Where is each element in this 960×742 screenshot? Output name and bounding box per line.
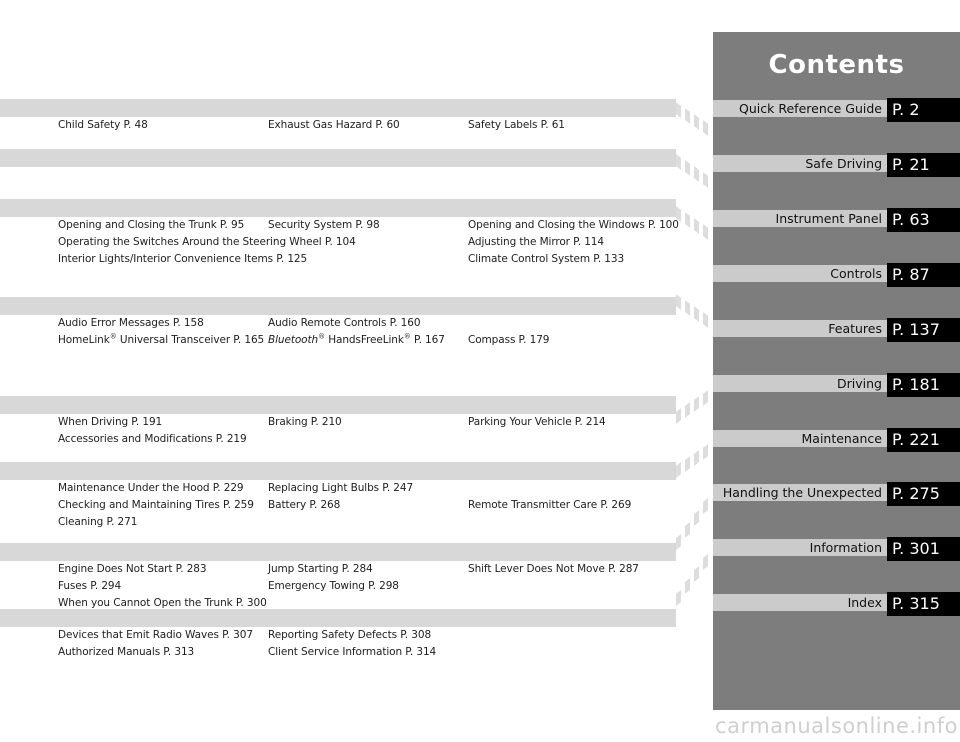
- section-page: P. 301: [887, 537, 960, 561]
- tab-tick: [703, 120, 708, 136]
- entry-link[interactable]: Parking Your Vehicle P. 214: [468, 416, 606, 428]
- tab-tick: [676, 102, 681, 118]
- driving-col2: [268, 414, 342, 431]
- tab-tick: [685, 212, 690, 228]
- entry-link[interactable]: Replacing Light Bulbs P. 247: [268, 482, 414, 494]
- tab-tick: [703, 554, 708, 570]
- unexpected-col2: [268, 561, 399, 595]
- entry-link[interactable]: When you Cannot Open the Trunk P. 300: [58, 597, 267, 609]
- tab-information[interactable]: [713, 537, 960, 561]
- entry-link[interactable]: Jump Starting P. 284: [268, 563, 373, 575]
- unexpected-col1: [58, 561, 267, 612]
- tab-tick: [685, 300, 690, 316]
- driving-col3: [468, 414, 606, 431]
- unexpected-col3: [468, 561, 639, 578]
- section-page: P. 2: [887, 98, 960, 122]
- entry-link[interactable]: When Driving P. 191: [58, 416, 163, 428]
- entry-link[interactable]: Security System P. 98: [268, 219, 380, 231]
- tab-tick: [694, 166, 699, 182]
- band-quick-reference: [0, 99, 676, 117]
- features-col3: [468, 315, 549, 349]
- entry-link[interactable]: Compass P. 179: [468, 334, 550, 346]
- tab-tick: [703, 498, 708, 514]
- section-page: P. 21: [887, 153, 960, 177]
- tab-tick: [694, 218, 699, 234]
- section-page: P. 275: [887, 482, 960, 506]
- information-col1: [58, 627, 253, 661]
- tab-tick: [685, 578, 690, 594]
- tab-features[interactable]: [713, 318, 960, 342]
- entry-link[interactable]: Checking and Maintaining Tires P. 259: [58, 499, 254, 511]
- entry-link[interactable]: Engine Does Not Start P. 283: [58, 563, 207, 575]
- band-controls: [0, 297, 676, 315]
- section-name: Index: [713, 594, 887, 611]
- tab-tick: [676, 408, 681, 424]
- tab-handling-the-unexpected[interactable]: [713, 482, 960, 506]
- entry-link[interactable]: Opening and Closing the Trunk P. 95: [58, 219, 245, 231]
- entry-link[interactable]: Devices that Emit Radio Waves P. 307: [58, 629, 253, 641]
- entry-link[interactable]: Operating the Switches Around the Steering Wheel P. 104: [58, 236, 356, 248]
- tab-tick: [703, 172, 708, 188]
- tab-tick: [694, 114, 699, 130]
- entry-link[interactable]: [268, 332, 445, 349]
- entry-part: HomeLink: [58, 334, 110, 346]
- entry-link[interactable]: Audio Remote Controls P. 160: [268, 317, 421, 329]
- qrg-col1: [58, 117, 148, 134]
- entry-part: P. 167: [410, 334, 445, 346]
- entry-link[interactable]: Cleaning P. 271: [58, 516, 138, 528]
- tab-tick: [694, 566, 699, 582]
- entry-link[interactable]: Emergency Towing P. 298: [268, 580, 399, 592]
- qrg-col3: [468, 117, 565, 134]
- entry-link[interactable]: Child Safety P. 48: [58, 119, 148, 131]
- controls-col3: [468, 217, 679, 268]
- maintenance-col1: [58, 480, 254, 531]
- registered-mark: ®: [109, 332, 117, 341]
- section-name: Information: [713, 539, 887, 556]
- maintenance-col2: [268, 480, 413, 514]
- tab-tick: [685, 160, 690, 176]
- band-safe-driving: [0, 149, 676, 167]
- tab-tick: [685, 522, 690, 538]
- section-name: Maintenance: [713, 430, 887, 447]
- section-name: Safe Driving: [713, 155, 887, 172]
- tab-maintenance[interactable]: [713, 428, 960, 452]
- tab-tick: [685, 456, 690, 472]
- tab-index[interactable]: [713, 592, 960, 616]
- tab-tick: [676, 154, 681, 170]
- tab-tick: [703, 224, 708, 240]
- entry-link[interactable]: Safety Labels P. 61: [468, 119, 565, 131]
- driving-col1: [58, 414, 247, 448]
- entry-link[interactable]: Opening and Closing the Windows P. 100: [468, 219, 679, 231]
- watermark: carmanualsonline.info: [715, 714, 958, 738]
- entry-link[interactable]: Accessories and Modifications P. 219: [58, 433, 247, 445]
- tab-tick: [694, 450, 699, 466]
- registered-mark: ®: [318, 332, 325, 341]
- entry-link[interactable]: Adjusting the Mirror P. 114: [468, 236, 604, 248]
- tab-controls[interactable]: [713, 263, 960, 287]
- tab-tick: [685, 108, 690, 124]
- tab-tick: [694, 396, 699, 412]
- section-name: Quick Reference Guide: [713, 100, 887, 117]
- section-name: Instrument Panel: [713, 210, 887, 227]
- tab-tick: [694, 306, 699, 322]
- entry-link[interactable]: Interior Lights/Interior Convenience Items P. 125: [58, 253, 308, 265]
- entry-link[interactable]: Authorized Manuals P. 313: [58, 646, 195, 658]
- entry-link[interactable]: Climate Control System P. 133: [468, 253, 625, 265]
- entry-link[interactable]: Remote Transmitter Care P. 269: [468, 499, 632, 511]
- tab-tick: [676, 294, 681, 310]
- entry-link[interactable]: Exhaust Gas Hazard P. 60: [268, 119, 400, 131]
- entry-spacer: [468, 315, 549, 332]
- section-name: Features: [713, 320, 887, 337]
- tab-safe-driving[interactable]: [713, 153, 960, 177]
- entry-part: Universal Transceiver P. 165: [116, 334, 265, 346]
- entry-link[interactable]: Audio Error Messages P. 158: [58, 317, 204, 329]
- tab-tick: [676, 462, 681, 478]
- features-col1: [58, 315, 264, 349]
- qrg-col2: [268, 117, 400, 134]
- tab-tick: [676, 534, 681, 550]
- tab-tick: [703, 444, 708, 460]
- entry-link[interactable]: Shift Lever Does Not Move P. 287: [468, 563, 639, 575]
- tab-tick: [703, 312, 708, 328]
- section-name: Controls: [713, 265, 887, 282]
- band-maintenance: [0, 543, 676, 561]
- tab-driving[interactable]: [713, 373, 960, 397]
- contents-title: Contents: [768, 50, 905, 80]
- tab-tick: [703, 390, 708, 406]
- features-col2: [268, 315, 445, 349]
- section-page: P. 87: [887, 263, 960, 287]
- entry-link[interactable]: [58, 332, 264, 349]
- section-page: P. 181: [887, 373, 960, 397]
- registered-mark: ®: [403, 332, 411, 341]
- band-instrument-panel: [0, 199, 676, 217]
- entry-part: HandsFreeLink: [324, 334, 404, 346]
- band-features: [0, 396, 676, 414]
- tab-tick: [676, 590, 681, 606]
- section-page: P. 315: [887, 592, 960, 616]
- tab-tick: [685, 402, 690, 418]
- section-page: P. 63: [887, 208, 960, 232]
- controls-col2: [268, 217, 380, 234]
- section-name: Handling the Unexpected: [713, 484, 887, 501]
- entry-link[interactable]: Braking P. 210: [268, 416, 342, 428]
- band-driving: [0, 462, 676, 480]
- entry-link[interactable]: Reporting Safety Defects P. 308: [268, 629, 432, 641]
- tab-tick: [694, 510, 699, 526]
- section-page: P. 137: [887, 318, 960, 342]
- tab-quick-reference-guide[interactable]: [713, 98, 960, 122]
- entry-link[interactable]: Client Service Information P. 314: [268, 646, 437, 658]
- maintenance-col3: [468, 480, 631, 514]
- entry-spacer: [468, 480, 631, 497]
- section-name: Driving: [713, 375, 887, 392]
- entry-link[interactable]: Battery P. 268: [268, 499, 341, 511]
- tab-instrument-panel[interactable]: [713, 208, 960, 232]
- entry-part: Bluetooth: [268, 334, 319, 346]
- contents-sidebar: [713, 32, 960, 710]
- entry-link[interactable]: Fuses P. 294: [58, 580, 122, 592]
- section-page: P. 221: [887, 428, 960, 452]
- entry-link[interactable]: Maintenance Under the Hood P. 229: [58, 482, 244, 494]
- information-col2: [268, 627, 436, 661]
